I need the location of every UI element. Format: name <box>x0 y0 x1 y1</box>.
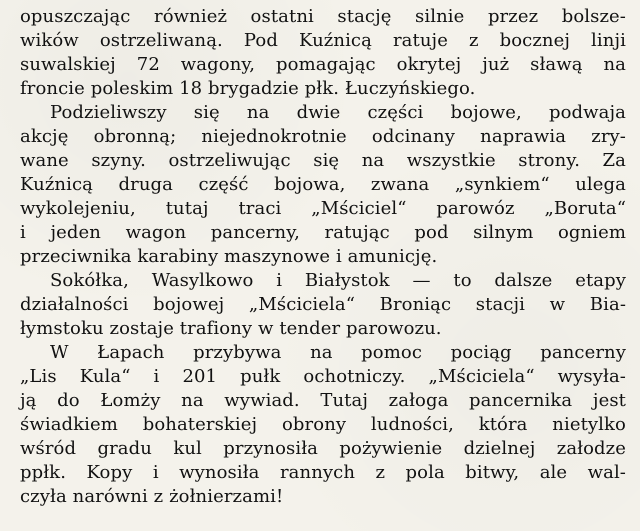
text-line: froncie poleskim 18 brygadzie płk. Łuczyńskiego. <box>20 78 476 99</box>
text-line: ją do Łomży na wywiad. Tutaj załoga pancernika jest <box>20 390 626 411</box>
text-line: działalności bojowej „Mściciela“ Broniąc stacji w Bia- <box>20 294 626 315</box>
paragraph-first-line: Sokółka, Wasylkowo i Białystok — to dalsze etapy <box>50 270 626 291</box>
text-line: przeciwnika karabiny maszynowe i amunicję. <box>20 246 438 267</box>
text-line: opuszczając również ostatni stację silnie przez bolsze- <box>20 6 626 27</box>
text-line: i jeden wagon pancerny, ratując pod silnym ogniem <box>20 222 626 243</box>
text-line: wane szyny. ostrzeliwując się na wszystkie strony. Za <box>20 150 626 171</box>
text-line: wykolejeniu, tutaj traci „Mściciel“ parowóz „Boruta“ <box>20 198 626 219</box>
paragraph-first-line: W Łapach przybywa na pomoc pociąg pancerny <box>50 342 626 363</box>
text-line: wików ostrzeliwaną. Pod Kuźnicą ratuje z bocznej linji <box>20 30 626 51</box>
text-line: świadkiem bohaterskiej obrony ludności, która nietylko <box>20 414 626 435</box>
text-line: akcję obronną; niejednokrotnie odcinany naprawia zry- <box>20 126 626 147</box>
text-line: suwalskiej 72 wagony, pomagając okrytej już sławą na <box>20 54 626 75</box>
text-line: ppłk. Kopy i wynosiła rannych z pola bitwy, ale wal- <box>20 462 626 483</box>
text-line: wśród gradu kul przynosiła pożywienie dzielnej załodze <box>20 438 626 459</box>
text-line: „Lis Kula“ i 201 pułk ochotniczy. „Mściciela“ wysyła- <box>20 366 626 387</box>
text-line: czyła narówni z żołnierzami! <box>20 486 284 507</box>
text-line: łymstoku zostaje trafiony w tender parowozu. <box>20 318 442 339</box>
paragraph-first-line: Podzieliwszy się na dwie części bojowe, podwaja <box>50 102 626 123</box>
text-line: Kuźnicą druga część bojowa, zwana „synkiem“ ulega <box>20 174 626 195</box>
